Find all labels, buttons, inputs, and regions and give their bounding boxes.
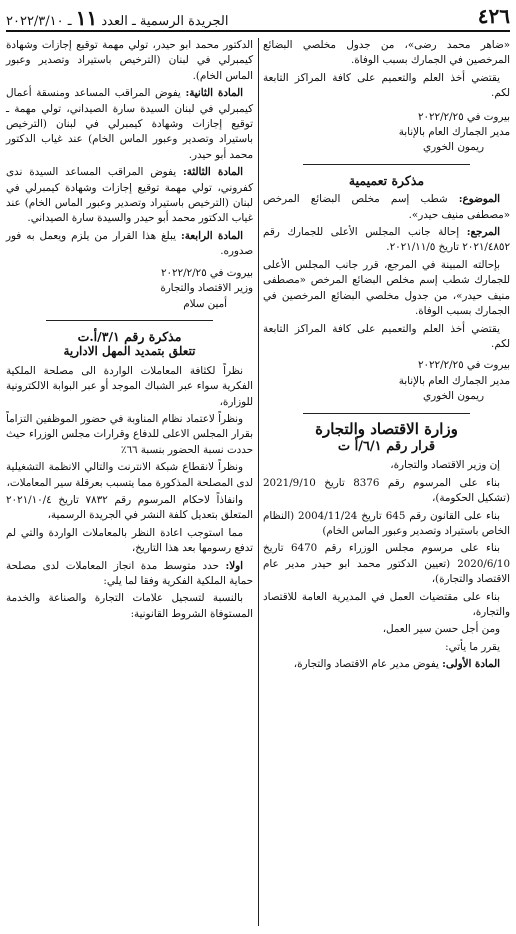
paragraph: بناء على مرسوم مجلس الوزراء رقم 6470 تاريخ 2020/6/10 (تعيين الدكتور محمد ابو حيدر مدير عام الاقتصاد والتجارة)، xyxy=(263,542,510,586)
paragraph: يقتضي أخذ العلم والتعميم على كافة المراكز التابعة لكم. xyxy=(263,71,510,100)
page-header xyxy=(6,4,510,32)
memo-heading: مذكرة تعميمية xyxy=(348,172,425,188)
left-column xyxy=(6,38,253,934)
article-text: يفوض مدير عام الاقتصاد والتجارة، xyxy=(293,658,439,671)
first-clause xyxy=(6,559,253,590)
section-divider xyxy=(303,164,470,165)
subject-line xyxy=(263,192,510,223)
signature-title: وزير الاقتصاد والتجارة xyxy=(160,282,253,295)
paragraph: بإحالته المبينة في المرجع، قرر جانب المجلس الأعلى للجمارك شطب إسم مخلص البضائع المرخص «مصطفى منيف حيدر»، من جدول مخلصي البضائع المرخصين في الجمارك بسبب الوفاة. xyxy=(263,258,510,318)
memo-title: مذكرة رقم ٣/١/أ.ت xyxy=(77,328,182,344)
right-column xyxy=(263,38,510,934)
paragraph: وانفاذاً لاحكام المرسوم رقم ٧٨٣٢ تاريخ ٢٠٢١/١٠/٤ المتعلق بتعديل كلفة النشر في الجريدة الرسمية، xyxy=(6,493,253,522)
article-text: يفوض المراقب المساعد ومنسقة أعمال كيمبرلي في لبنان السيدة سارة الصيداني، تولي مهمة ـ توقيع إجازات وشهادة كيمبرلي في لبنان (الترخيص باستيراد وتصدير وعبور الماس الخام) عند غياب الدكتور محمد أبو حيدر. xyxy=(6,87,253,161)
paragraph: مما استوجب اعادة النظر بالمعاملات الواردة والتي لم تدفع رسومها بعد هذا التاريخ، xyxy=(6,526,253,555)
signature-place-date: بيروت في ٢٠٢٢/٢/٢٥ xyxy=(160,266,253,279)
decision-title: قرار رقم ٦/١/أ ت xyxy=(337,438,436,454)
article-text: يفوض المراقب المساعد السيدة ندى كفروني، تولي مهمة توقيع إجازات وشهادة كيمبرلي في لبنان (الترخيص باستيراد وتصدير وعبور الماس الخام) عند غياب الدكتور محمد أبو حيدر والسيدة سارة الصيداني. xyxy=(6,166,253,225)
signature-title: مدير الجمارك العام بالإنابة xyxy=(398,126,510,139)
article-label: المادة الثالثة: xyxy=(182,166,243,179)
article-label: المادة الثانية: xyxy=(185,87,244,100)
paragraph: ونظراً لانقطاع شبكة الانترنت والتالي الانظمة التشغيلية لدى المصلحة المذكورة مما يتسبب بعرقلة سير المعاملات، xyxy=(6,461,253,489)
gazette-name: الجريدة الرسمية ـ العدد xyxy=(101,14,229,29)
paragraph: بناء على القانون رقم 645 تاريخ 2004/11/24 (النظام الخاص باستيراد وتصدير وعبور الماس الخام) xyxy=(263,509,510,537)
paragraph: إن وزير الاقتصاد والتجارة، xyxy=(390,459,500,472)
column-divider xyxy=(258,38,259,926)
article-three xyxy=(6,165,253,227)
paragraph: بالنسبة لتسجيل علامات التجارة والصناعة والخدمة المستوفاة الشروط القانونية: xyxy=(6,592,253,620)
signature-name: ريمون الخوري xyxy=(423,141,484,154)
article-one xyxy=(263,657,510,672)
article-label: المادة الأولى: xyxy=(442,658,500,671)
issue-number: ١١ xyxy=(75,6,98,30)
issue-date: ـ ٢٠٢٢/٣/١٠ xyxy=(6,14,72,29)
reference-text: إحالة جانب المجلس الأعلى للجمارك رقم ٢٠٢١/٤٨٥٢ تاريخ ٢٠٢١/١١/٥. xyxy=(263,226,510,254)
paragraph: ونظراً لاعتماد نظام المناوبة في حضور الموظفين التزاماً بقرار المجلس الاعلى للدفاع وقرارات مجلس الوزراء حيث حددت نسبة الحضور بنسبة ٦٦٪ xyxy=(6,412,253,456)
signature-name: أمين سلام xyxy=(183,297,227,310)
section-divider xyxy=(303,413,470,414)
article-two xyxy=(6,86,253,163)
paragraph: نظراً لكثافة المعاملات الواردة الى مصلحة الملكية الفكرية سواء عبر الشباك الموجد أو عبر البوابة الالكترونية للوزارة، xyxy=(6,364,253,408)
article-label: المادة الرابعة: xyxy=(180,229,243,242)
signature-title: مدير الجمارك العام بالإنابة xyxy=(398,374,510,387)
signature-place-date: بيروت في ٢٠٢٢/٢/٢٥ xyxy=(417,359,510,372)
article-text: يبلغ هذا القرار من يلزم ويعمل به فور صدوره. xyxy=(6,229,253,258)
page-number: ٤٢٦ xyxy=(477,4,510,28)
paragraph: الدكتور محمد ابو حيدر، تولي مهمة توقيع إجازات وشهادة كيمبرلي في لبنان (الترخيص باستيراد وتصدير وعبور الماس الخام). xyxy=(6,39,253,82)
memo-subtitle: تتعلق بتمديد المهل الادارية xyxy=(63,344,196,359)
reference-line xyxy=(263,225,510,256)
clause-label: اولا: xyxy=(225,559,244,572)
paragraph: يقرر ما يأتي: xyxy=(445,640,500,653)
paragraph: بناء على المرسوم رقم 8376 تاريخ 2021/9/10 (تشكيل الحكومة)، xyxy=(263,476,510,505)
gazette-masthead xyxy=(6,6,228,30)
paragraph: يقتضي أخذ العلم والتعميم على كافة المراكز التابعة لكم. xyxy=(263,322,510,350)
paragraph: «ضاهر محمد رضى»، من جدول مخلصي البضائع المرخصين في الجمارك بسبب الوفاة. xyxy=(263,39,510,67)
paragraph: بناء على مقتضيات العمل في المديرية العامة للاقتصاد والتجارة، xyxy=(263,590,510,618)
subject-text: شطب إسم مخلص البضائع المرخص «مصطفى منيف حيدر». xyxy=(263,193,510,221)
ministry-heading: وزارة الاقتصاد والتجارة xyxy=(315,419,458,438)
subject-label: الموضوع: xyxy=(458,193,501,206)
signature-name: ريمون الخوري xyxy=(423,390,484,403)
clause-text: حدد متوسط مدة انجاز المعاملات لدى مصلحة حماية الملكية الفكرية وفقا لما يلي: xyxy=(6,559,253,587)
article-four xyxy=(6,229,253,260)
signature-place-date: بيروت في ٢٠٢٢/٢/٢٥ xyxy=(417,110,510,123)
reference-label: المرجع: xyxy=(466,226,500,239)
paragraph: ومن أجل حسن سير العمل، xyxy=(382,623,500,636)
section-divider xyxy=(46,320,213,321)
